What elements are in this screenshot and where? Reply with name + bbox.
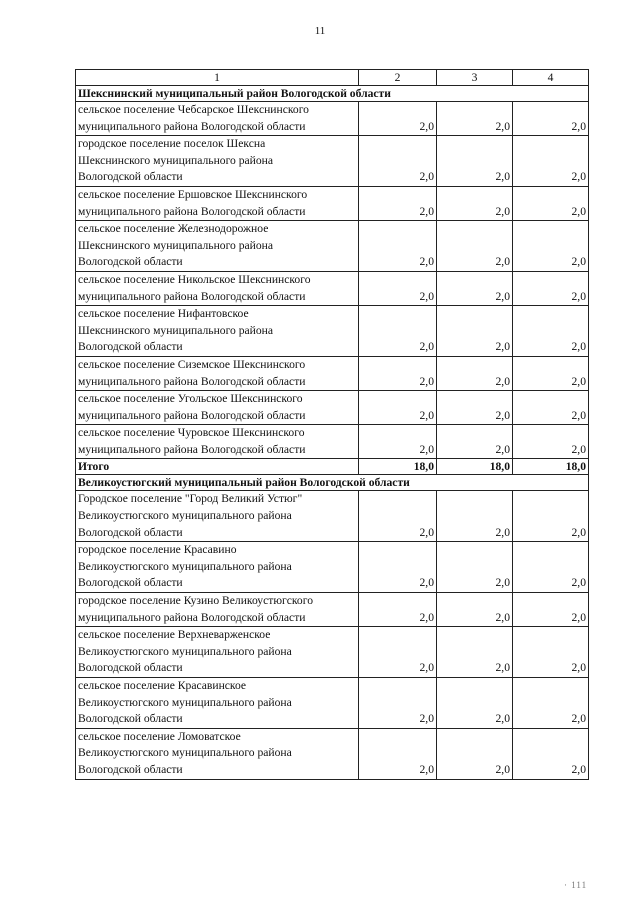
value-cell-3: 2,0 (437, 491, 513, 542)
table-row (76, 136, 589, 187)
settlement-name-cell: сельское поселение Чуровское Шекснинского муниципального района Вологодской области (76, 425, 359, 459)
page-number: 11 (314, 25, 326, 37)
settlement-name-cell: городское поселение Красавино Великоустюгского муниципального района Вологодской области (76, 542, 359, 593)
column-header-row (76, 70, 589, 86)
value-cell-3: 2,0 (437, 627, 513, 678)
value-cell-3: 2,0 (437, 271, 513, 305)
settlement-name-cell: сельское поселение Железнодорожное Шекснинского муниципального района Вологодской области (76, 221, 359, 272)
value-cell-4: 2,0 (513, 186, 589, 220)
value-cell-4: 2,0 (513, 425, 589, 459)
table-row (76, 102, 589, 136)
value-cell-3: 2,0 (437, 542, 513, 593)
table-row (76, 271, 589, 305)
value-cell-3: 2,0 (437, 221, 513, 272)
value-cell-3: 2,0 (437, 102, 513, 136)
column-header-4: 4 (513, 70, 589, 86)
value-cell-4: 2,0 (513, 271, 589, 305)
value-cell-2: 2,0 (359, 221, 437, 272)
value-cell-4: 2,0 (513, 627, 589, 678)
value-cell-2: 2,0 (359, 542, 437, 593)
settlement-name-cell: сельское поселение Никольское Шекснинского муниципального района Вологодской области (76, 271, 359, 305)
table-row (76, 728, 589, 779)
value-cell-3: 2,0 (437, 306, 513, 357)
data-table (75, 69, 589, 780)
total-row (76, 459, 589, 475)
table-row (76, 391, 589, 425)
value-cell-3: 2,0 (437, 356, 513, 390)
value-cell-3: 2,0 (437, 425, 513, 459)
column-header-3: 3 (437, 70, 513, 86)
table-row (76, 491, 589, 542)
value-cell-2: 2,0 (359, 102, 437, 136)
footer-mark: · 111 (564, 880, 588, 890)
table-row (76, 306, 589, 357)
section-header-row (76, 86, 589, 102)
value-cell-3: 2,0 (437, 186, 513, 220)
value-cell-2: 2,0 (359, 425, 437, 459)
table-row (76, 356, 589, 390)
value-cell-4: 2,0 (513, 102, 589, 136)
settlement-name-cell: сельское поселение Угольское Шекснинского муниципального района Вологодской области (76, 391, 359, 425)
settlement-name-cell: сельское поселение Сиземское Шекснинского муниципального района Вологодской области (76, 356, 359, 390)
value-cell-4: 2,0 (513, 491, 589, 542)
column-header-2: 2 (359, 70, 437, 86)
value-cell-4: 2,0 (513, 391, 589, 425)
settlement-name-cell: городское поселение поселок Шексна Шекснинского муниципального района Вологодской области (76, 136, 359, 187)
settlement-name-cell: сельское поселение Чебсарское Шекснинского муниципального района Вологодской области (76, 102, 359, 136)
value-cell-2: 2,0 (359, 593, 437, 627)
column-header-1: 1 (76, 70, 359, 86)
settlement-name-cell: сельское поселение Нифантовское Шекснинского муниципального района Вологодской области (76, 306, 359, 357)
settlement-name-cell: городское поселение Кузино Великоустюгского муниципального района Вологодской области (76, 593, 359, 627)
table-row (76, 425, 589, 459)
value-cell-4: 2,0 (513, 542, 589, 593)
value-cell-2: 2,0 (359, 186, 437, 220)
value-cell-3: 2,0 (437, 678, 513, 729)
section-title: Великоустюгский муниципальный район Вологодской области (76, 475, 589, 491)
settlement-name-cell: Городское поселение "Город Великий Устюг" Великоустюгского муниципального района Вологодской области (76, 491, 359, 542)
table-row (76, 678, 589, 729)
settlement-name-cell: сельское поселение Верхневарженское Великоустюгского муниципального района Вологодской области (76, 627, 359, 678)
value-cell-3: 2,0 (437, 728, 513, 779)
value-cell-3: 2,0 (437, 593, 513, 627)
table-row (76, 221, 589, 272)
value-cell-4: 2,0 (513, 356, 589, 390)
settlement-name-cell: сельское поселение Ломоватское Великоустюгского муниципального района Вологодской области (76, 728, 359, 779)
value-cell-2: 2,0 (359, 491, 437, 542)
value-cell-3: 2,0 (437, 391, 513, 425)
total-value-3: 18,0 (437, 459, 513, 475)
value-cell-3: 2,0 (437, 136, 513, 187)
value-cell-2: 2,0 (359, 627, 437, 678)
value-cell-2: 2,0 (359, 271, 437, 305)
value-cell-4: 2,0 (513, 136, 589, 187)
table-row (76, 593, 589, 627)
value-cell-2: 2,0 (359, 356, 437, 390)
value-cell-2: 2,0 (359, 136, 437, 187)
total-value-4: 18,0 (513, 459, 589, 475)
value-cell-2: 2,0 (359, 678, 437, 729)
settlement-name-cell: сельское поселение Ершовское Шекснинского муниципального района Вологодской области (76, 186, 359, 220)
table-body (76, 70, 589, 780)
value-cell-4: 2,0 (513, 221, 589, 272)
value-cell-2: 2,0 (359, 391, 437, 425)
section-title: Шекснинский муниципальный район Вологодской области (76, 86, 589, 102)
value-cell-4: 2,0 (513, 593, 589, 627)
value-cell-4: 2,0 (513, 306, 589, 357)
settlement-name-cell: сельское поселение Красавинское Великоустюгского муниципального района Вологодской области (76, 678, 359, 729)
value-cell-2: 2,0 (359, 306, 437, 357)
table-row (76, 186, 589, 220)
total-label: Итого (76, 459, 359, 475)
table-row (76, 542, 589, 593)
section-header-row (76, 475, 589, 491)
value-cell-4: 2,0 (513, 678, 589, 729)
table-row (76, 627, 589, 678)
value-cell-2: 2,0 (359, 728, 437, 779)
value-cell-4: 2,0 (513, 728, 589, 779)
total-value-2: 18,0 (359, 459, 437, 475)
